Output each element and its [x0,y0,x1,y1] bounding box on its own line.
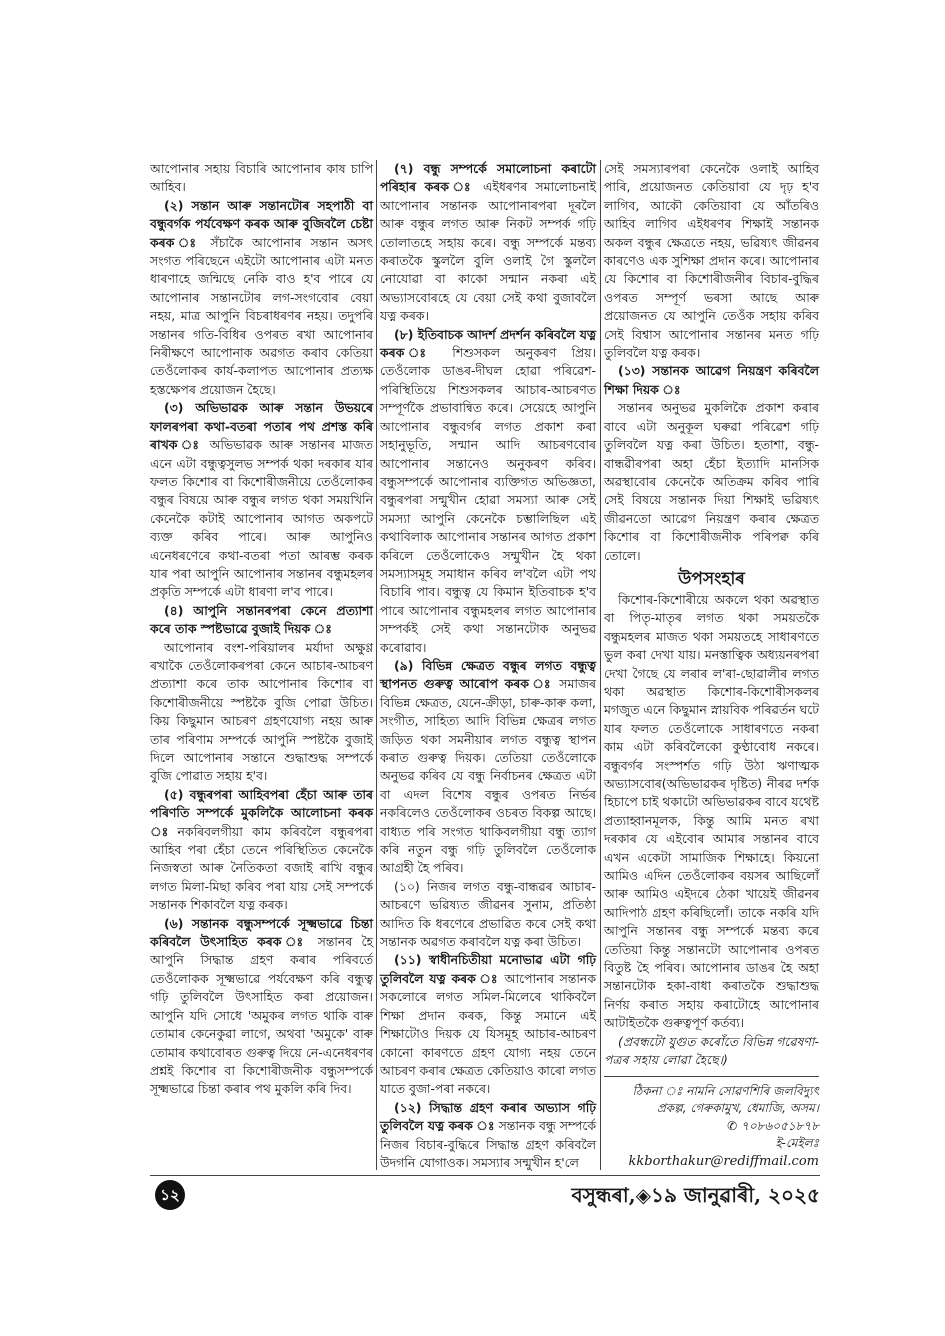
paragraph-text: সমাজৰ বিভিন্ন ক্ষেত্ৰত, যেনে-ক্ৰীড়া, চাৰু-কাৰু কলা, সংগীত, সাহিত্য আদি বিভিন্ন ক্ষেত্ৰৰ লগত জড়িত থকা সমনীয়াৰ লগত বন্ধুত্ব স্থাপন কৰাত গুৰুত্ব দিয়ক। তেতিয়া তেওঁলোকে অনুভৱ কৰিব যে বন্ধু নিৰ্বাচনৰ ক্ষেত্ৰত এটা বা এদল বিশেষ বন্ধুৰ ওপৰত নিৰ্ভৰ নকৰিলেও তেওঁলোকৰ ওচৰত বিকল্প আছে। বাধ্যত পৰি সংগত থাকিবলগীয়া বন্ধু ত্যাগ কৰি নতুন বন্ধু গঢ়ি তুলিবলৈ তেওঁলোক আগ্ৰহী হৈ পৰিব। [380,676,596,876]
point-heading: (৩) অভিভাৱক আৰু সন্তান উভয়ৰে ফালৰপৰা কথা-বতৰা পতাৰ পথ প্ৰশস্ত কৰি ৰাখক ঃ [150,400,373,453]
paragraph [604,160,819,362]
paragraph [380,326,596,657]
article-column-1 [150,160,373,1170]
point-heading: (৫) বন্ধুৰপৰা আহিবপৰা হেঁচা আৰু তাৰ পৰিণতি সম্পৰ্কে মুকলিকৈ আলোচনা কৰক ঃ [150,786,373,839]
paragraph [380,160,596,326]
paragraph-text: আপোনাৰ সহায় বিচাৰি আপোনাৰ কাষ চাপি আহিব। [150,161,373,195]
paragraph-text: আপোনাৰ সন্তানক সকলোৰে লগত সমিল-মিলেৰে থাকিবলৈ শিক্ষা প্ৰদান কৰক, কিন্তু সমানে এই শিক্ষাটোও দিয়ক যে যিসমূহ আচাৰ-আচৰণ কোনো কাৰণতে গ্ৰহণ যোগ্য নহয় তেনে আচৰণ কৰাৰ ক্ষেত্ৰত কেতিয়াও কাৰো লগত যাতে বুজা-পৰা নকৰে। [380,970,596,1097]
address-phone: ✆ ৭০৮৬০৫১৮৭৮ [727,1118,819,1133]
paragraph-text: সঁচাকৈ আপোনাৰ সন্তান অসৎ সংগত পৰিছেনে এইটো আপোনাৰ এটা মনত ধাৰণাহে জন্মিছে নেকি বাও হ'ব পাৰে যে আপোনাৰ সন্তানটোৰ লগ-সংগবোৰ বেয়া নহয়, মাত্ৰ আপুনি বিচৰাধৰণৰ নহয়। তদুপৰি সন্তানৰ গতি-বিধিৰ ওপৰত ৰখা আপোনাৰ নিৰীক্ষণে আপোনাক অৱগত কৰাব কেতিয়া তেওঁলোকৰ কাৰ্য-কলাপত আপোনাৰ প্ৰত্যক্ষ হস্তক্ষেপৰ প্ৰয়োজন হৈছে। [150,234,373,397]
paragraph [150,602,373,639]
footer-divider [150,1175,820,1176]
article-column-3 [604,160,819,1169]
paragraph [150,160,373,197]
paragraph [380,878,596,952]
paragraph [150,197,373,399]
author-address [604,1076,819,1171]
paragraph-text: অভিভাৱক আৰু সন্তানৰ মাজত এনে এটা বন্ধুত্বসুলভ সম্পৰ্ক থকা দৰকাৰ যাৰ ফলত কিশোৰ বা কিশোৰীজনীয়ে তেওঁলোকৰ বন্ধুৰ বিষয়ে আৰু বন্ধুৰ লগত থকা সময়খিনি কেনেকৈ কটাই আপোনাৰ আগত অকপটে ব্যক্ত কৰিব পাৰে। আৰু আপুনিও এনেধৰণেৰে কথা-বতৰা পতা আৰম্ভ কৰক যাৰ পৰা আপুনি আপোনাৰ সন্তানৰ বন্ধুমহলৰ প্ৰকৃতি সম্পৰ্কে এটা ধাৰণা ল'ব পাৰে। [150,437,373,600]
point-heading: (১১) স্বাধীনচিতীয়া মনোভাৱ এটা গঢ়ি তুলিবলৈ যত্ন কৰক ঃ [380,952,596,986]
point-heading: (৭) বন্ধু সম্পৰ্কে সমালোচনা কৰাটো পৰিহাৰ কৰক ঃ [380,161,596,195]
address-line2: প্ৰকল্প, গেৰুকামুখ, ধেমাজি, অসম। [656,1101,819,1115]
source-note: (প্ৰবন্ধটো যুগুত কৰোঁতে বিভিন্ন গৱেষণা-পত্ৰৰ সহায় লোৱা হৈছে।) [604,1033,819,1068]
point-heading: (৪) আপুনি সন্তানৰপৰা কেনে প্ৰত্যাশা কৰে তাক স্পষ্টভাৱে বুজাই দিয়ক ঃ [150,602,373,637]
paragraph-text: নকৰিবলগীয়া কাম কৰিবলৈ বন্ধুৰপৰা আহিব পৰা হেঁচা তেনে পৰিস্থিতিত কেনেকৈ নিজস্বতা আৰু নৈতিকতা বজাই ৰাখি বন্ধুৰ লগত মিলা-মিছা কৰিব পৰা যায় সেই সম্পৰ্কে সন্তানক শিকাবলৈ যত্ন কৰক। [150,823,373,913]
paragraph-text: শিশুসকল অনুকৰণ প্ৰিয়। তেওঁলোক ডাঙৰ-দীঘল হোৱা পৰিৱেশ-পৰিস্থিতিয়ে শিশুসকলৰ আচাৰ-আচৰণত সম্পূৰ্ণকৈ প্ৰভাবান্বিত কৰে। সেয়েহে আপুনি আপোনাৰ বন্ধুবৰ্গৰ লগত প্ৰকাশ কৰা সহানুভূতি, সন্মান আদি আচৰণবোৰ আপোনাৰ সন্তানেও অনুকৰণ কৰিব। বন্ধুসম্পৰ্কে আপোনাৰ ব্যক্তিগত অভিজ্ঞতা, বন্ধুৰপৰা সন্মুখীন হোৱা সমস্যা আৰু সেই সমস্যা আপুনি কেনেকৈ চম্ভালিছিল এই কথাবিলাক আপোনাৰ সন্তানৰ আগত প্ৰকাশ কৰিলে তেওঁলোকেও সন্মুখীন হৈ থকা সমস্যাসমূহ সমাধান কৰিব ল'বলৈ এটা পথ বিচাৰি পাব। বন্ধুত্ব যে কিমান ইতিবাচক হ'ব পাৰে আপোনাৰ বন্ধুমহলৰ লগত আপোনাৰ সম্পৰ্কই সেই কথা সন্তানটোক অনুভৱ কৰোৱাব। [380,345,596,655]
section-heading: উপসংহাৰ [678,568,745,589]
author-email: kkborthakur@rediffmail.com [628,1153,819,1169]
column-divider [600,160,601,1170]
paragraph-text: সন্তানৰ হৈ আপুনি সিদ্ধান্ত গ্ৰহণ কৰাৰ পৰিবৰ্তে তেওঁলোকক সূক্ষ্মভাৱে পৰ্যবেক্ষণ কৰি বন্ধুত্ব গঢ়ি তুলিবলৈ উৎসাহিত কৰা প্ৰয়োজন। আপুনি যদি সোধে 'অমুকৰ লগত থাকি বাৰু তোমাৰ কেনেকুৱা লাগে, অথবা 'অমুকে' বাৰু তোমাৰ কথাবোৰত গুৰুত্ব দিয়ে নে-এনেধৰণৰ প্ৰশ্নই কিশোৰ বা কিশোৰীজনীক বন্ধুসম্পৰ্কে সূক্ষ্মভাৱে চিন্তা কৰাৰ পথ মুকলি কৰি দিব। [150,934,373,1097]
paragraph [380,1099,596,1173]
publication-masthead: বসুন্ধৰা,◈১৯ জানুৱাৰী, ২০২৫ [571,1183,820,1207]
address-email-label: ই-মেইলঃ [775,1136,819,1150]
paragraph [604,591,819,1033]
article-column-2 [380,160,596,1170]
paragraph-text: (১০) নিজৰ লগত বন্ধু-বান্ধৱৰ আচাৰ-আচৰণে ভৱিষ্যত জীৱনৰ সুনাম, প্ৰতিষ্ঠা আদিত কি ধৰণেৰে প্ৰভাৱিত কৰে সেই কথা সন্তানক অৱগত কৰাবলৈ যত্ন কৰা উচিত। [380,878,596,950]
point-heading: (১২) সিদ্ধান্ত গ্ৰহণ কৰাৰ অভ্যাস গঢ়ি তুলিবলৈ যত্ন কৰক ঃ [380,1099,596,1134]
point-heading: (২) সন্তান আৰু সন্তানটোৰ সহপাঠী বা বন্ধুবৰ্গক পৰ্যবেক্ষণ কৰক আৰু বুজিবলৈ চেষ্টা কৰক ঃ [150,197,373,250]
column-divider [376,160,377,1170]
address-line1: ঠিকনা ঃ নামনি সোৱণশিৰি জলবিদ্যুৎ [632,1083,819,1098]
paragraph [380,951,596,1098]
point-heading: (৮) ইতিবাচক আদৰ্শ প্ৰদৰ্শন কৰিবলৈ যত্ন কৰক ঃ [380,326,596,361]
paragraph [604,362,819,399]
paragraph [604,399,819,565]
paragraph [150,399,373,601]
paragraph [380,657,596,878]
paragraph-text: সন্তানক বন্ধু সম্পৰ্কে নিজৰ বিচাৰ-বুদ্ধিৰে সিদ্ধান্ত গ্ৰহণ কৰিবলৈ উদগনি যোগাওক। সমস্যাৰ সন্মুখীন হ'লে [380,1118,596,1170]
point-heading: (৯) বিভিন্ন ক্ষেত্ৰত বন্ধুৰ লগত বন্ধুত্ব স্থাপনত গুৰুত্ব আৰোপ কৰক ঃ [380,657,596,692]
paragraph-text: আপোনাৰ বংশ-পৰিয়ালৰ মৰ্যাদা অক্ষুণ্ণ ৰখাকৈ তেওঁলোকৰপৰা কেনে আচাৰ-আচৰণ প্ৰত্যাশা কৰে তাক আপোনাৰ কিশোৰ বা কিশোৰীজনীয়ে স্পষ্টকৈ বুজি পোৱা উচিত। কিয় কিছুমান আচৰণ গ্ৰহণযোগ্য নহয় আৰু তাৰ পৰিণাম সম্পৰ্কে আপুনি স্পষ্টকৈ বুজাই দিলে আপোনাৰ সন্তানে শুদ্ধাশুদ্ধ সম্পৰ্কে বুজি পোৱাত সহায় হ'ব। [150,639,373,784]
paragraph-text: সেই সমস্যাৰপৰা কেনেকৈ ওলাই আহিব পাৰি, প্ৰয়োজনত কেতিয়াবা যে দৃঢ় হ'ব লাগিব, আকৌ কেতিয়াবা যে আঁতৰিও আহিব লাগিব এইধৰণৰ শিক্ষাই সন্তানক অকল বন্ধুৰ ক্ষেত্ৰতে নহয়, ভৱিষ্যৎ জীৱনৰ কাৰণেও এক সুশিক্ষা প্ৰদান কৰে। আপোনাৰ যে কিশোৰ বা কিশোৰীজনীৰ বিচাৰ-বুদ্ধিৰ ওপৰত সম্পূৰ্ণ ভৰসা আছে আৰু প্ৰয়োজনত যে আপুনি তেওঁক সহায় কৰিব সেই বিশ্বাস আপোনাৰ সন্তানৰ মনত গঢ়ি তুলিবলৈ যত্ন কৰক। [604,161,819,361]
paragraph [150,639,373,786]
point-heading: (৬) সন্তানক বন্ধুসম্পৰ্কে সূক্ষ্মভাৱে চিন্তা কৰিবলৈ উৎসাহিত কৰক ঃ [150,915,373,950]
paragraph-text: সন্তানৰ অনুভৱ মুকলিকৈ প্ৰকাশ কৰাৰ বাবে এটা অনুকূল ঘৰুৱা পৰিৱেশ গঢ়ি তুলিবলৈ যত্ন কৰা উচিত। হতাশা, বন্ধু-বান্ধৱীৰপৰা অহা হেঁচা ইত্যাদি মানসিক অৱস্থাবোৰ কেনেকৈ অতিক্ৰম কৰিব পাৰি সেই বিষয়ে সন্তানক দিয়া শিক্ষাই ভৱিষ্যৎ জীৱনতো আৱেগ নিয়ন্ত্ৰণ কৰাৰ ক্ষেত্ৰত কিশোৰ বা কিশোৰীজনীক পৰিপক্ব কৰি তোলে। [604,400,819,563]
paragraph [150,786,373,915]
paragraph-text: কিশোৰ-কিশোৰীয়ে অকলে থকা অৱস্থাত বা পিতৃ-মাতৃৰ লগত থকা সময়তকৈ বন্ধুমহলৰ মাজত থকা সময়তহে সাধাৰণতে ভুল কৰা দেখা যায়। মনস্তাত্বিক অধ্যয়নৰপৰা দেখা গৈছে যে লৰাৰ ল'ৰা-ছোৱালীৰ লগত থকা অৱস্থাত কিশোৰ-কিশোৰীসকলৰ মগজুত এনে কিছুমান স্নায়বিক পৰিৱৰ্তন ঘটে যাৰ ফলত তেওঁলোকে সাধাৰণতে নকৰা কাম এটা কৰিবলৈকো কুণ্ঠাবোধ নকৰে। বন্ধুবৰ্গৰ সংস্পৰ্শত গঢ়ি উঠা ঋণাত্মক অভ্যাসবোৰ(অভিভাৱকৰ দৃষ্টিত) নীৰৱ দৰ্শক হিচাপে চাই থকাটো অভিভাৱকৰ বাবে যথেষ্ট প্ৰত্যাহ্বানমূলক, কিন্তু আমি মনত ৰখা দৰকাৰ যে এইবোৰ আমাৰ সন্তানৰ বাবে এখন একেটা সামাজিক শিক্ষাহে। কিয়নো আমিও এদিন তেওঁলোকৰ বয়সৰ আছিলোঁ আৰু আমিও এইদৰে ঠেকা খায়েই জীৱনৰ আদিপাঠ গ্ৰহণ কৰিছিলোঁ। তাকে নকৰি যদি আপুনি সন্তানৰ বন্ধু সম্পৰ্কে মন্তব্য কৰে তেতিয়া কিন্তু সন্তানটো আপোনাৰ ওপৰত বিতুষ্ট হৈ পৰিব। আপোনাৰ ডাঙৰ হৈ অহা সন্তানটোক হকা-বাধা কৰাতকৈ শুদ্ধাশুদ্ধ নিৰ্ণয় কৰাত সহায় কৰাটোহে আপোনাৰ আটাইতকৈ গুৰুত্বপূৰ্ণ কৰ্তব্য। [604,591,819,1031]
page-number: ১২ [155,1180,185,1210]
paragraph [150,915,373,1099]
point-heading: (১৩) সন্তানক আৱেগ নিয়ন্ত্ৰণ কৰিবলৈ শিক্ষা দিয়ক ঃ [604,363,819,397]
paragraph-text: এইধৰণৰ সমালোচনাই আপোনাৰ সন্তানক আপোনাৰপৰা দূৰলৈ আৰু বন্ধুৰ লগত আৰু নিকট সম্পৰ্ক গঢ়ি তোলাতহে সহায় কৰে। বন্ধু সম্পৰ্কে মন্তব্য কৰাতকৈ স্কুললৈ বুলি ওলাই গৈ স্কুললৈ নোযোৱা বা কাকো সন্মান নকৰা এই অভ্যাসবোৰহে যে বেয়া সেই কথা বুজাবলৈ যত্ন কৰক। [380,179,596,324]
